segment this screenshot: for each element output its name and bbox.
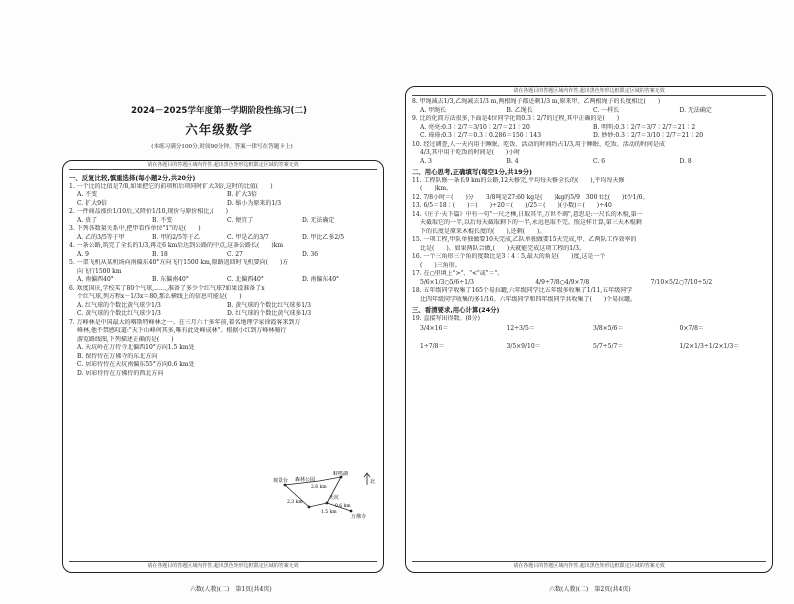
question-9-options-row2 (412, 132, 766, 141)
option: D. 甲比乙多2/5 (302, 233, 345, 241)
option: B. 东偏南40° (152, 276, 189, 283)
map-label: 观景台 (273, 478, 289, 484)
option: B. 18 (152, 250, 168, 258)
question-3: 3. 下列各数量关系中,把甲看作单位"1"的是( ) (69, 225, 201, 232)
option: C. 27 (227, 250, 243, 258)
page-footer: 六数(人教)(二) 第2页(共4页) (549, 586, 631, 593)
option: C. 一样长 (593, 106, 620, 114)
option: C. 居彩侍侍在天坑南偏东55°方向0.6 km处 (77, 361, 195, 368)
page-2 (397, 0, 794, 604)
option: C. 便宜了 (227, 216, 254, 224)
banner-top: 请在各题目的答题区域内作答,超出黑色矩形边框限定区域的答案无效 (412, 87, 766, 96)
question-15: 15. 一项工程,甲队单独做要10天完成,乙队单独做要15天完成,甲、乙两队工作效率的 (412, 236, 637, 243)
option: C. 甲是乙的3/7 (227, 233, 269, 241)
question-6-options-row2 (69, 310, 377, 319)
question-5: 5. 一架飞机从某机场向南偏东40°方向飞行1500 km,原路返回时飞机要向( )方 (69, 259, 289, 266)
banner-bottom: 请在各题目的答题区域内作答,超出黑色矩形边框限定区域的答案无效 (69, 561, 377, 570)
option: C. 北偏西40° (227, 276, 264, 283)
subject-title: 六年级数学 (185, 122, 253, 137)
option: D. 居彩侍侍在万佛侍的西北方向 (77, 369, 164, 377)
option: D. 无法确定 (302, 216, 335, 224)
calc-item: 5/7÷5/7＝ (593, 343, 624, 350)
calc-item: 3/5×9/10＝ (506, 343, 541, 350)
question-6-options (69, 302, 377, 311)
map-north-label: 北 (370, 479, 376, 485)
option: A. 贵了 (77, 216, 98, 224)
map-label: 天坑 (329, 495, 340, 501)
question-14-cont2: 下的长度是原来木棍长度的( ),还剩( )。 (420, 227, 546, 235)
calc-item: 3/4×16＝ (420, 325, 449, 332)
exam-date-title: 2024－2025学年度第一学期阶段性练习(二) (130, 106, 307, 116)
option: D. 无法确定 (679, 106, 712, 114)
calc-grid (412, 325, 766, 361)
option: A. 南偏西40° (77, 276, 114, 283)
option: A. 3 (420, 157, 432, 165)
question-8-options (412, 107, 766, 116)
question-11: 11. 工程队修一条长9 km的公路,12天修完,平均每天修全长的( ),平均每天修 (412, 176, 625, 184)
banner-bottom: 请在各题目的答题区域内作答,超出黑色矩形边框限定区域的答案无效 (412, 561, 766, 570)
compare-item: 5/6×1/3○5/6÷1/3 (420, 278, 474, 286)
option: C. 琦琦:0.3∶2/7＝0.3∶0.286＝150∶143 (420, 132, 542, 139)
question-18: 18. 五年级同学收集了165个易拉罐,六年级同学比五年级多收集了1/11,五年级同学 (412, 287, 633, 294)
question-14: 14.《庄子·天下篇》中有一句"一尺之棰,日取其半,万世不竭",意思是:一尺长的木棍,第一 (412, 210, 643, 218)
option: D. 缩小为原来的1/3 (227, 199, 282, 207)
map-label: 森林公园 (295, 477, 316, 483)
question-19: 19. 直接写出得数。(8分) (412, 314, 480, 322)
option: B. 明明:0.3∶2/7＝3/7∶2/7＝21∶2 (593, 123, 696, 131)
calc-item: 3/8×5/6＝ (593, 325, 624, 332)
map-label: 万佛寺 (351, 514, 367, 520)
map-distance: 2.6 km (311, 485, 327, 490)
question-11-cont: ( )km。 (420, 185, 453, 192)
question-2-options (69, 217, 377, 226)
question-5-options (69, 276, 377, 285)
option: C. 6 (593, 157, 606, 165)
option: B. 4 (506, 157, 519, 165)
option: C. 黄气球的个数比红气球少1/3 (77, 310, 161, 317)
option: B. 乙绳长 (506, 106, 533, 114)
calc-item: 1÷7/8＝ (420, 343, 445, 350)
question-4: 4. 一条公路,筑完了全长的1/3,再走6 km后达到公路的中点,这条公路长( )km (69, 242, 284, 249)
exam-note: (本练习满分100分,时间90分钟。答案一律写在答题卡上) (151, 144, 293, 150)
option: A. 天坑岭在万侍寺北偏西10°方向1.5 km处 (77, 344, 195, 351)
question-18-cont: 比四年级同学收集的多1/16。六年级同学和四年级同学共收集了( )个易拉罐。 (420, 295, 637, 303)
page-footer: 六数(人教)(二) 第1页(共4页) (190, 586, 272, 593)
option: A. 甲绳长 (420, 106, 447, 114)
calc-item: 1/2×1/3÷1/2×1/3＝ (679, 343, 740, 350)
question-1-options (69, 191, 377, 200)
question-17: 17. 在○里填上">"、"<"或"＝"。 (412, 270, 504, 277)
question-14-cont: 天截取它的一半,以后每天截取剩下的一半,永远也取不完。照这样计算,第三天木棍剩 (420, 219, 642, 226)
question-6: 6. 欢度国庆,学校买了80个气球,……,准备了多少个红气球?如果设准备了x (69, 284, 265, 292)
question-8: 8. 甲绳减去1/3,乙绳减去1/3 m,两根绳子都还剩1/3 m,原来甲、乙两根绳子的长度相比( ) (412, 98, 661, 105)
section-heading: 三、看清要求,用心计算(24分) (412, 306, 500, 314)
question-9: 9. 比的化简方法很多,下面是4位同学化简0.3∶2/7的过程,其中正确的是( ) (412, 115, 620, 122)
question-16: 16. 一个三角形三个角的度数比是3∶4∶5,最大的角是( )度,这是一个 (412, 253, 606, 260)
map-distance: 2.3 km (287, 500, 303, 505)
question-2: 2. 一件商品涨价1/10后,又降价1/10,现价与原价相比,( ) (69, 208, 228, 215)
option: D. 36 (302, 250, 319, 258)
question-7: 7. 万峰林是中国最大的喀斯特峰林之一。在三月六十多年前,着名地理学家徐霞客来到万 (69, 318, 301, 326)
option: A. 红气球的个数比黄气球少1/3 (77, 301, 161, 309)
option: A. 亮亮:0.3∶2/7＝3/10∶2/7＝21∶20 (420, 123, 530, 131)
question-15-cont: 比是( )。如果两队合做,( )天就能完成这项工程的1/3。 (420, 244, 585, 252)
question-6-cont: 个红气球,列方程x－1/3x＝80,那么横线上的信息可能是( ) (77, 293, 242, 300)
question-1: 1. 一个比的比值是7/8,如果把它的前项和后项同时扩大3倍,这时的比值( ) (69, 182, 273, 190)
calc-item: 0×7/8＝ (679, 325, 705, 332)
question-7-cont2: 游览路线图,下列描述正确的是( ) (77, 335, 174, 343)
section-heading: 二、用心思考,正确填写(每空1分,共19分) (412, 168, 532, 176)
question-4-options (69, 251, 377, 260)
option: A. 9 (77, 250, 89, 258)
option: B. 甲的2/5等于乙 (152, 233, 200, 241)
calc-item: 12÷3/5＝ (506, 325, 535, 332)
option: B. 不变 (152, 216, 173, 224)
option: B. 保侍侍在万佛寺的东北方向 (77, 352, 158, 360)
question-9-options (412, 124, 766, 133)
question-13: 13. 6/5＝18∶( )＝( )÷20＝( )/25＝( )(小数)＝( )÷40 (412, 202, 612, 209)
questions-right (406, 96, 772, 363)
map-distance: 0.6 km (335, 504, 351, 509)
question-17-items (412, 279, 766, 288)
map-distance: 1.5 km (321, 510, 337, 515)
option: B. 扩大3倍 (227, 191, 258, 198)
question-16-cont: ( )三角形。 (420, 261, 461, 269)
compare-item: 4/9÷7/8○4/9×7/8 (535, 278, 590, 286)
question-3-options (69, 234, 377, 243)
question-10-options (412, 158, 766, 167)
section-heading: 一、反复比较,慎重选择(每小题2分,共20分) (69, 174, 196, 182)
compare-item: 7/10×5/2○7/10÷5/2 (650, 278, 713, 286)
option: D. 妙妙:0.3∶2/7＝3/10∶2/7＝21∶20 (593, 132, 704, 139)
answer-frame-2 (405, 86, 773, 573)
questions-left (63, 170, 383, 380)
option: D. 红气球的个数比黄气球多1/3 (227, 310, 312, 317)
option: D. 南偏东40° (302, 276, 340, 283)
option: B. 黄气球的个数比红气球多1/3 (227, 301, 311, 309)
option: A. 乙的3/5等于甲 (77, 233, 125, 241)
question-7-cont: 峰林,他不禁感叹道:"天下山峰何其多,唯有此处峰成林"。根据小红到万峰林骑行 (77, 327, 287, 334)
question-1-options-row2 (69, 200, 377, 209)
question-12: 12. 7/8小时＝( )分 3/8吨是27:60 kg是( )kg的5/9 300 t比( )t少1/6。 (412, 193, 649, 201)
map-label: 蛙鸣湖 (333, 471, 349, 477)
route-map (271, 471, 381, 521)
question-7-options (69, 344, 209, 378)
question-10-cont: 4/3,其中用于吃饭的时间是( )小时 (420, 149, 521, 156)
answer-frame-1 (62, 160, 384, 573)
option: C. 扩大9倍 (77, 199, 108, 207)
banner-top: 请在各题目的答题区域内作答,超出黑色矩形边框限定区域的答案无效 (69, 161, 377, 170)
question-5-cont: 向飞行1500 km (77, 267, 122, 275)
option: A. 不变 (77, 191, 98, 198)
question-10: 10. 经过调查,人一天内用于睡眠、吃饭、活动的时间约占1/3,用于睡眠、吃饭、活动的时间是成 (412, 140, 665, 148)
option: D. 8 (679, 157, 692, 165)
